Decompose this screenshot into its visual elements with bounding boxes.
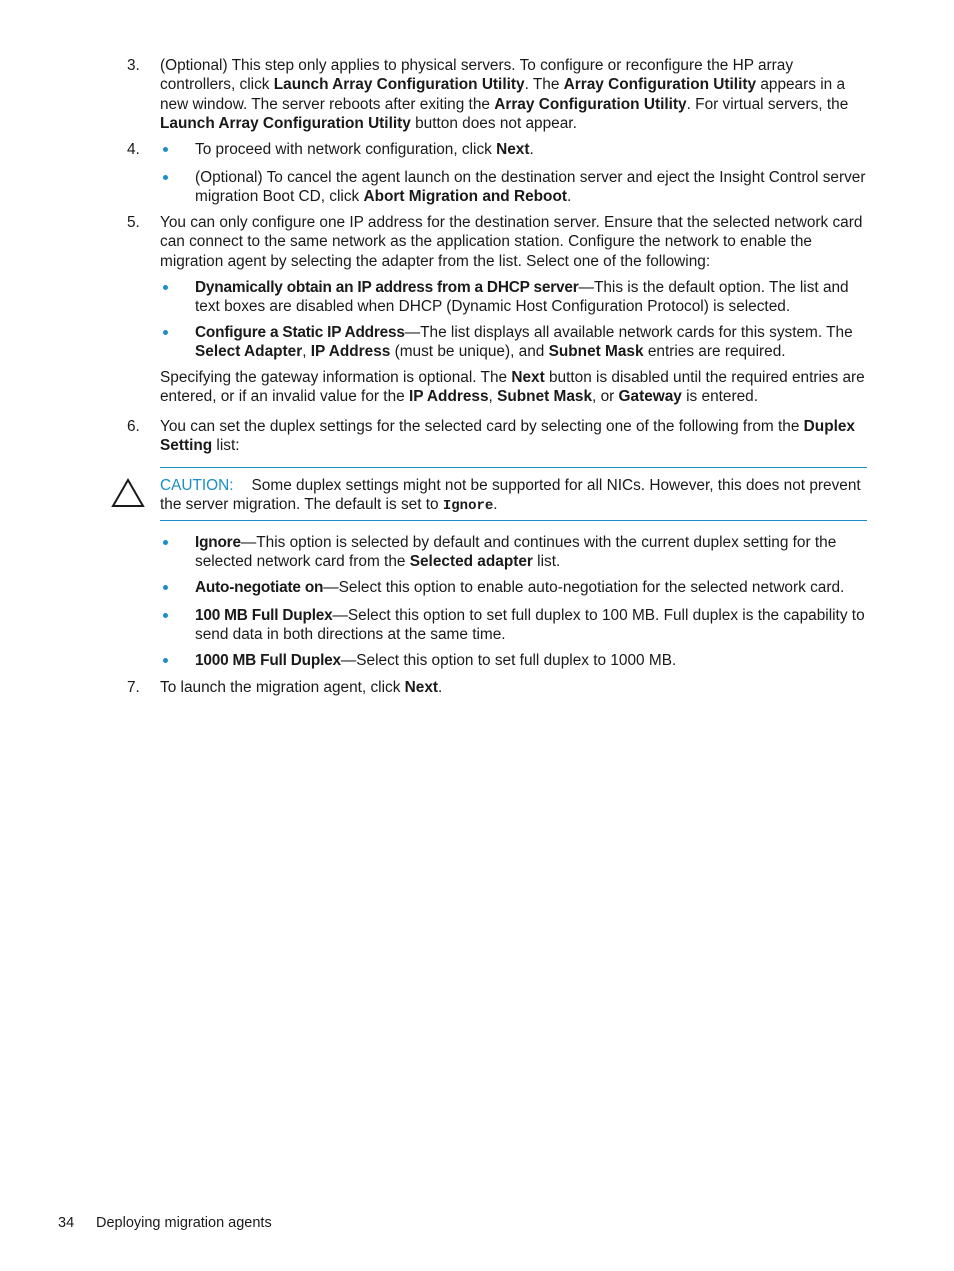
bullet-text: —Select this option to set full duplex to 100 MB. Full duplex is the capability to send data in both directions at the same time. <box>195 607 865 644</box>
step-5 <box>127 213 868 271</box>
term-label: Dynamically obtain an IP address from a DHCP server <box>195 279 579 296</box>
caution-body: . <box>493 496 498 514</box>
ui-label: IP Address <box>310 343 391 361</box>
step-number: 7. <box>127 679 140 696</box>
warning-triangle-icon <box>111 478 145 508</box>
caution-text <box>160 476 867 517</box>
list-item <box>195 323 869 362</box>
ui-label: Array Configuration Utility <box>563 76 757 94</box>
list-item <box>195 533 869 572</box>
step-number: 5. <box>127 214 140 231</box>
ui-label: Subnet Mask <box>497 388 593 406</box>
ui-label: Duplex Setting <box>160 418 855 455</box>
ui-label: IP Address <box>408 388 489 406</box>
ui-label: Abort Migration and Reboot <box>363 188 567 206</box>
ui-label: Next <box>496 141 530 158</box>
bullet-text: list. <box>532 553 561 571</box>
page-footer <box>58 1215 272 1231</box>
list-item <box>195 578 869 597</box>
bullet-icon <box>163 585 168 590</box>
term-label: 100 MB Full Duplex <box>195 607 333 624</box>
term-label: Auto-negotiate on <box>195 579 324 596</box>
step-number: 6. <box>127 418 140 435</box>
caution-label: CAUTION: <box>160 477 234 494</box>
step-number: 3. <box>127 57 140 74</box>
list-item <box>195 140 869 159</box>
ui-label: Select Adapter <box>195 343 303 361</box>
bullet-icon <box>163 540 168 545</box>
bullet-text: entries are required. <box>643 343 786 361</box>
bullet-icon <box>163 175 168 180</box>
bullet-text: —This is the default option. The list and text boxes are disabled when DHCP (Dynamic Host Configuration Protocol) is selected. <box>195 279 849 316</box>
section-title: Deploying migration agents <box>96 1215 272 1231</box>
para-text: is entered. <box>681 388 759 406</box>
bullet-text: (must be unique), and <box>390 343 549 361</box>
code-value: Ignore <box>442 498 494 515</box>
step-7 <box>127 678 868 697</box>
step-text: . <box>438 679 443 696</box>
list-item <box>195 606 869 645</box>
bullet-text: , <box>302 343 311 361</box>
step-6 <box>127 417 868 456</box>
step-text: You can only configure one IP address for the destination server. Ensure that the selected network card can connect to the same network as the application station. Configure the network to enable the migration agent by selecting the adapter from the list. Select one of the following: <box>160 214 863 270</box>
para-text: , or <box>592 388 619 406</box>
ui-label: Gateway <box>618 388 682 406</box>
term-label: 1000 MB Full Duplex <box>195 652 341 669</box>
step-text: You can set the duplex settings for the selected card by selecting one of the following from the <box>160 418 804 435</box>
bullet-text: —Select this option to enable auto-negotiation for the selected network card. <box>323 579 845 596</box>
list-item <box>195 278 869 317</box>
list-item <box>195 651 869 670</box>
term-label: Configure a Static IP Address <box>195 324 405 341</box>
bullet-text: . <box>529 141 534 158</box>
ui-label: Next <box>404 679 439 696</box>
ui-label: Subnet Mask <box>548 343 644 361</box>
ui-label: Launch Array Configuration Utility <box>273 76 525 94</box>
bullet-icon <box>163 285 168 290</box>
para-text: , <box>488 388 498 406</box>
bullet-text: . <box>566 188 572 206</box>
bullet-text: —Select this option to set full duplex to 1000 MB. <box>340 652 677 669</box>
ui-label: Launch Array Configuration Utility <box>160 115 411 133</box>
step-text: . For virtual servers, the <box>686 95 849 113</box>
term-label: Ignore <box>195 534 241 551</box>
step-text: list: <box>212 437 240 455</box>
bullet-icon <box>163 147 168 152</box>
bullet-text: —This option is selected by default and continues with the current duplex setting for the selected network card from the <box>195 534 837 571</box>
list-item <box>195 168 869 207</box>
bullet-text: —The list displays all available network cards for this system. The <box>404 324 853 341</box>
step-3 <box>127 56 868 134</box>
ui-label: Array Configuration Utility <box>494 95 687 113</box>
step-text: appears in a new window. The server reboots after exiting the <box>160 76 846 113</box>
para-text: Specifying the gateway information is optional. The <box>160 369 512 386</box>
bullet-icon <box>163 330 168 335</box>
step-text: button does not appear. <box>410 115 577 133</box>
caution-note <box>160 467 867 521</box>
bullet-text: (Optional) To cancel the agent launch on the destination server and eject the Insight Control server migration Boot CD, click <box>195 169 866 206</box>
gateway-paragraph <box>160 368 868 407</box>
ui-label: Selected adapter <box>409 553 533 571</box>
ui-label: Next <box>511 369 545 386</box>
page-number: 34 <box>58 1215 75 1231</box>
bullet-icon <box>163 613 168 618</box>
step-text: (Optional) This step only applies to physical servers. To configure or reconfigure the HP array controllers, click <box>160 57 794 94</box>
step-text: To launch the migration agent, click <box>160 679 405 696</box>
bullet-text: To proceed with network configuration, click <box>195 141 497 158</box>
step-text: . The <box>524 76 564 94</box>
caution-body: Some duplex settings might not be supported for all NICs. However, this does not prevent the server migration. The default is set to <box>160 477 861 514</box>
para-text: button is disabled until the required entries are entered, or if an invalid value for the <box>160 369 865 406</box>
step-number: 4. <box>127 141 140 158</box>
bullet-icon <box>163 658 168 663</box>
